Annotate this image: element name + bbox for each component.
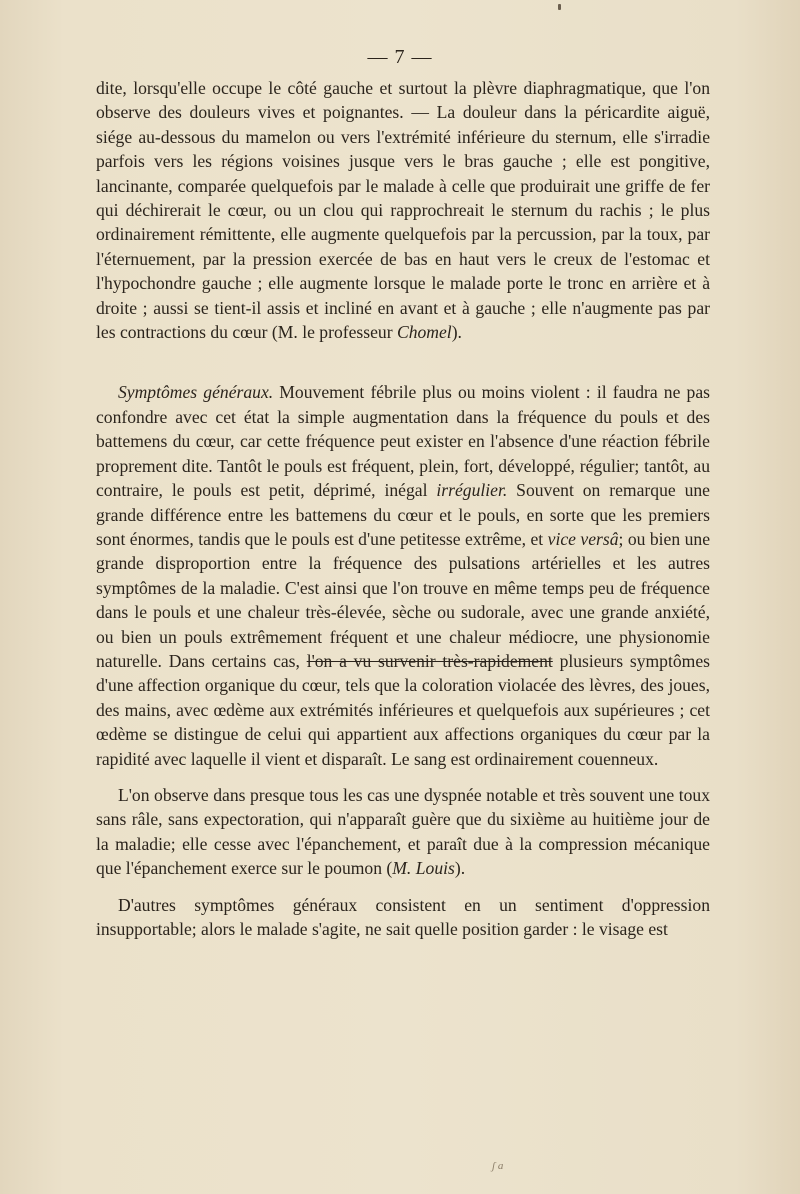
paragraph-pericardite-pain bbox=[96, 76, 710, 344]
paragraph-text: ; ou bien une grande disproportion entre la fréquence des pulsations artérielles et les autres symptômes de la maladie. C'est ainsi que l'on trouve en même temps peu de fréquence dans le pouls et une chaleur très-élevée, sèche ou sudorale, avec une grande anxiété, ou bien un pouls extrêmement fréquent et une chaleur médiocre, une physionomie naturelle. Dans certains cas, bbox=[96, 528, 711, 671]
ink-spot bbox=[558, 4, 561, 10]
italic-term: vice versâ bbox=[547, 528, 619, 549]
citation-name: Chomel bbox=[396, 322, 452, 343]
paragraph-text: L'on observe dans presque tous les cas une dyspnée notable et très souvent une toux sans râle, sans expectoration, qui n'apparaît guère que du sixième au huitième jour de la maladie; elle cesse avec l'épanchement, et paraît due à la compression mécanique que l'épanchement exerce sur le poumon ( bbox=[96, 784, 710, 879]
paragraph-text: dite, lorsqu'elle occupe le côté gauche et surtout la plèvre diaphragmatique, que l'on observe des douleurs vives et poignantes. — La douleur dans la péricardite aiguë, siége au-dessous du mamelon ou vers l'extrémité inférieure du sternum, elle s'irradie parfois vers les régions voisines jusque vers le bras gauche ; elle est pongitive, lancinante, comparée quelquefois par le malade à celle que produirait une griffe de fer qui déchirerait le cœur, ou un clou qui rapprochreait le sternum du rachis ; le plus ordinairement rémittente, elle augmente quelquefois par la percussion, par la toux, par l'éternuement, par la pression exercée de bas en haut vers le creux de l'estomac et l'hypochondre gauche ; elle augmente lorsque le malade porte le tronc en arrière et à droite ; aussi se tient-il assis et incliné en avant et à gauche ; elle n'augmente pas par les contractions du cœur ( bbox=[96, 78, 710, 343]
struck-through-text: l'on a vu survenir très-rapidement bbox=[306, 650, 553, 671]
paragraph-text: plusieurs symptômes d'une affection organique du cœur, tels que la coloration violacée des lèvres, des joues, des mains, avec œdème aux extrémités inférieures et quelquefois aux supérieures ; cet œdème se distingue de celui qui appartient aux affections organiques du cœur par la rapidité avec laquelle il vient et disparaît. Le sang est ordinairement couenneux. bbox=[96, 650, 710, 769]
citation-close: ). bbox=[451, 322, 462, 343]
section-heading-inline: Symptômes généraux. bbox=[118, 382, 274, 403]
paragraph-oppression bbox=[96, 893, 710, 942]
page-number: — 7 — bbox=[367, 46, 433, 68]
bottom-margin-mark: ʃ a bbox=[492, 1160, 504, 1172]
paragraph-dyspnee bbox=[96, 783, 710, 881]
citation-prefix: M. le professeur bbox=[277, 322, 397, 343]
paragraph-text: Mouvement fébrile plus ou moins violent : il faudra ne pas confondre avec cet état la simple augmentation dans la fréquence du pouls et des battemens du cœur, car cette fréquence peut exister en l'absence d'une réaction fébrile proprement dite. Tantôt le pouls est fréquent, plein, fort, développé, régulier; tantôt, au contraire, le pouls est petit, déprimé, inégal bbox=[96, 382, 710, 501]
paragraph-symptomes-generaux bbox=[96, 380, 710, 771]
italic-term: irrégulier. bbox=[436, 480, 508, 501]
paragraph-text: D'autres symptômes généraux consistent en un sentiment d'oppression insupportable; alors le malade s'agite, ne sait quelle position garder : le visage est bbox=[96, 894, 710, 939]
paragraph-text: Souvent on remarque une grande différence entre les battemens du cœur et le pouls, en sorte que les premiers sont énormes, tandis que le pouls est d'une petitesse extrême, et bbox=[96, 480, 710, 549]
citation-close: ). bbox=[454, 858, 466, 879]
page-body bbox=[96, 76, 710, 941]
citation-name: M. Louis bbox=[392, 858, 455, 879]
